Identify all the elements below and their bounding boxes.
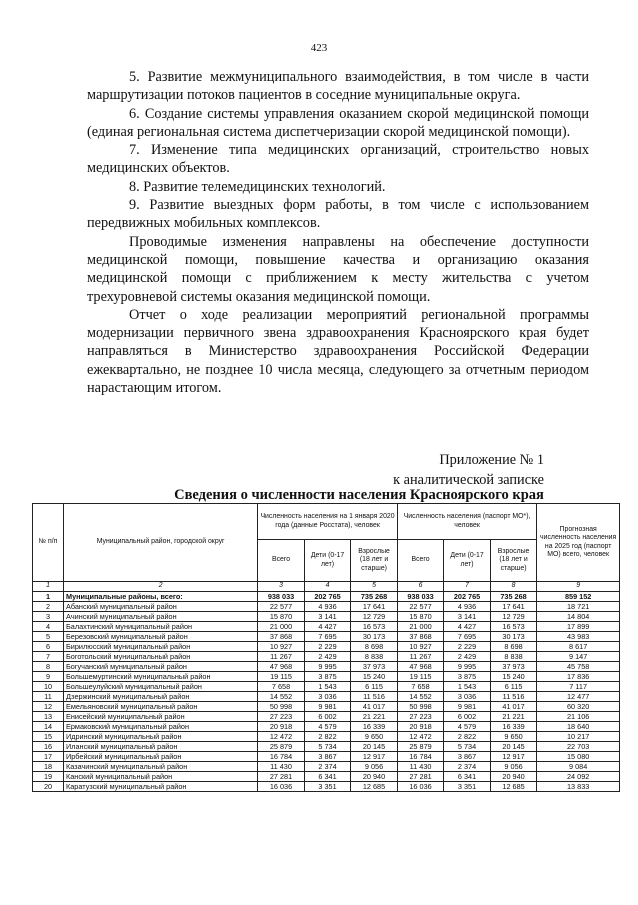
row-number-cell: 14	[33, 722, 64, 732]
district-name-cell: Ирбейский муниципальный район	[64, 752, 258, 762]
rosstat-children-cell: 3 141	[304, 612, 351, 622]
forecast-2025-cell: 45 758	[537, 662, 620, 672]
district-name-cell: Абанский муниципальный район	[64, 602, 258, 612]
passport-children-cell: 2 374	[444, 762, 491, 772]
column-index: 4	[304, 582, 351, 592]
passport-children-cell: 6 341	[444, 772, 491, 782]
paragraph-item-8: 8. Развитие телемедицинских технологий.	[129, 178, 386, 195]
passport-children-cell: 4 427	[444, 622, 491, 632]
rosstat-total-cell: 11 430	[258, 762, 305, 772]
rosstat-total-cell: 50 998	[258, 702, 305, 712]
table-row	[33, 762, 620, 772]
rosstat-adults-cell: 735 268	[351, 592, 398, 602]
table-row	[33, 612, 620, 622]
passport-adults-cell: 735 268	[490, 592, 537, 602]
table-row	[33, 732, 620, 742]
passport-adults-cell: 41 017	[490, 702, 537, 712]
rosstat-children-cell: 3 036	[304, 692, 351, 702]
table-row	[33, 702, 620, 712]
rosstat-adults-cell: 16 573	[351, 622, 398, 632]
row-number-cell: 13	[33, 712, 64, 722]
row-number-cell: 11	[33, 692, 64, 702]
passport-adults-cell: 20 940	[490, 772, 537, 782]
passport-children-cell: 3 875	[444, 672, 491, 682]
rosstat-total-cell: 11 267	[258, 652, 305, 662]
rosstat-adults-cell: 6 115	[351, 682, 398, 692]
district-name-cell: Боготольский муниципальный район	[64, 652, 258, 662]
rosstat-adults-cell: 17 641	[351, 602, 398, 612]
passport-adults-cell: 6 115	[490, 682, 537, 692]
passport-adults-cell: 8 698	[490, 642, 537, 652]
passport-children-cell: 5 734	[444, 742, 491, 752]
row-number-cell: 7	[33, 652, 64, 662]
header-passport-total: Всего	[397, 540, 444, 582]
rosstat-children-cell: 6 002	[304, 712, 351, 722]
passport-adults-cell: 16 339	[490, 722, 537, 732]
row-number-cell: 6	[33, 642, 64, 652]
passport-total-cell: 25 879	[397, 742, 444, 752]
header-rosstat-children: Дети (0-17 лет)	[304, 540, 351, 582]
passport-total-cell: 47 968	[397, 662, 444, 672]
table-row	[33, 682, 620, 692]
rosstat-adults-cell: 11 516	[351, 692, 398, 702]
rosstat-adults-cell: 16 339	[351, 722, 398, 732]
passport-adults-cell: 30 173	[490, 632, 537, 642]
passport-adults-cell: 12 917	[490, 752, 537, 762]
row-number-cell: 16	[33, 742, 64, 752]
table-row	[33, 622, 620, 632]
header-num: № п/п	[33, 504, 64, 582]
rosstat-total-cell: 27 281	[258, 772, 305, 782]
row-number-cell: 1	[33, 592, 64, 602]
rosstat-adults-cell: 8 698	[351, 642, 398, 652]
table-row	[33, 772, 620, 782]
forecast-2025-cell: 18 640	[537, 722, 620, 732]
passport-total-cell: 20 918	[397, 722, 444, 732]
rosstat-children-cell: 2 429	[304, 652, 351, 662]
row-number-cell: 12	[33, 702, 64, 712]
district-name-cell: Березовский муниципальный район	[64, 632, 258, 642]
passport-total-cell: 50 998	[397, 702, 444, 712]
rosstat-total-cell: 7 658	[258, 682, 305, 692]
paragraph-changes: Проводимые изменения направлены на обеспечение доступности медицинской помощи, повышение качества и организацию оказания медицинской помощи с приближением к месту жительства с учетом трехуровневой системы оказания медицинской помощи.	[87, 233, 589, 305]
passport-total-cell: 16 036	[397, 782, 444, 792]
rosstat-children-cell: 3 867	[304, 752, 351, 762]
column-index: 7	[444, 582, 491, 592]
passport-children-cell: 2 229	[444, 642, 491, 652]
passport-children-cell: 4 936	[444, 602, 491, 612]
passport-total-cell: 22 577	[397, 602, 444, 612]
table-row	[33, 602, 620, 612]
district-name-cell: Иланский муниципальный район	[64, 742, 258, 752]
rosstat-adults-cell: 9 650	[351, 732, 398, 742]
district-name-cell: Казачинский муниципальный район	[64, 762, 258, 772]
passport-adults-cell: 8 838	[490, 652, 537, 662]
passport-children-cell: 3 351	[444, 782, 491, 792]
rosstat-adults-cell: 37 973	[351, 662, 398, 672]
passport-total-cell: 16 784	[397, 752, 444, 762]
rosstat-adults-cell: 20 940	[351, 772, 398, 782]
rosstat-children-cell: 1 543	[304, 682, 351, 692]
forecast-2025-cell: 22 703	[537, 742, 620, 752]
rosstat-total-cell: 12 472	[258, 732, 305, 742]
district-name-cell: Емельяновский муниципальный район	[64, 702, 258, 712]
district-name-cell: Енисейский муниципальный район	[64, 712, 258, 722]
rosstat-total-cell: 19 115	[258, 672, 305, 682]
table-row	[33, 672, 620, 682]
column-index: 3	[258, 582, 305, 592]
rosstat-adults-cell: 12 685	[351, 782, 398, 792]
passport-total-cell: 7 658	[397, 682, 444, 692]
page-number: 423	[310, 42, 328, 54]
passport-children-cell: 9 981	[444, 702, 491, 712]
passport-adults-cell: 16 573	[490, 622, 537, 632]
rosstat-children-cell: 9 981	[304, 702, 351, 712]
district-name-cell: Балахтинский муниципальный район	[64, 622, 258, 632]
passport-children-cell: 2 429	[444, 652, 491, 662]
rosstat-total-cell: 25 879	[258, 742, 305, 752]
passport-adults-cell: 20 145	[490, 742, 537, 752]
rosstat-total-cell: 14 552	[258, 692, 305, 702]
rosstat-children-cell: 4 936	[304, 602, 351, 612]
passport-total-cell: 12 472	[397, 732, 444, 742]
forecast-2025-cell: 13 833	[537, 782, 620, 792]
passport-total-cell: 15 870	[397, 612, 444, 622]
passport-adults-cell: 9 650	[490, 732, 537, 742]
passport-total-cell: 27 223	[397, 712, 444, 722]
rosstat-children-cell: 3 351	[304, 782, 351, 792]
paragraph-item-9: 9. Развитие выездных форм работы, в том числе с использованием передвижных мобильных комплексов.	[87, 197, 589, 232]
header-passport-group: Численность населения (паспорт МО*), человек	[397, 504, 537, 540]
paragraph-item-5: 5. Развитие межмуниципального взаимодействия, в том числе в части маршрутизации потоков пациентов в соседние муниципальные округа.	[87, 69, 589, 104]
forecast-2025-cell: 21 106	[537, 712, 620, 722]
rosstat-children-cell: 5 734	[304, 742, 351, 752]
passport-adults-cell: 11 516	[490, 692, 537, 702]
forecast-2025-cell: 10 217	[537, 732, 620, 742]
forecast-2025-cell: 18 721	[537, 602, 620, 612]
passport-adults-cell: 37 973	[490, 662, 537, 672]
rosstat-total-cell: 22 577	[258, 602, 305, 612]
passport-total-cell: 27 281	[397, 772, 444, 782]
passport-total-cell: 14 552	[397, 692, 444, 702]
rosstat-children-cell: 3 875	[304, 672, 351, 682]
rosstat-children-cell: 202 765	[304, 592, 351, 602]
table-row	[33, 722, 620, 732]
forecast-2025-cell: 24 092	[537, 772, 620, 782]
rosstat-total-cell: 938 033	[258, 592, 305, 602]
column-index: 6	[397, 582, 444, 592]
district-name-cell: Бирилюсский муниципальный район	[64, 642, 258, 652]
table-row	[33, 592, 620, 602]
table-row	[33, 752, 620, 762]
table-row	[33, 642, 620, 652]
rosstat-total-cell: 37 868	[258, 632, 305, 642]
rosstat-adults-cell: 9 056	[351, 762, 398, 772]
row-number-cell: 17	[33, 752, 64, 762]
rosstat-children-cell: 7 695	[304, 632, 351, 642]
header-rosstat-group: Численность населения на 1 января 2020 года (данные Росстата), человек	[258, 504, 398, 540]
passport-adults-cell: 15 240	[490, 672, 537, 682]
column-index: 8	[490, 582, 537, 592]
district-name-cell: Канский муниципальный район	[64, 772, 258, 782]
table-row	[33, 742, 620, 752]
rosstat-adults-cell: 21 221	[351, 712, 398, 722]
passport-total-cell: 21 000	[397, 622, 444, 632]
table-row	[33, 712, 620, 722]
passport-adults-cell: 17 641	[490, 602, 537, 612]
forecast-2025-cell: 15 080	[537, 752, 620, 762]
passport-children-cell: 3 867	[444, 752, 491, 762]
district-name-cell: Ачинский муниципальный район	[64, 612, 258, 622]
district-name-cell: Каратузский муниципальный район	[64, 782, 258, 792]
appendix-title: Приложение № 1	[439, 452, 544, 468]
population-table	[32, 503, 620, 792]
row-number-cell: 8	[33, 662, 64, 672]
header-rosstat-adults: Взрослые (18 лет и старше)	[351, 540, 398, 582]
rosstat-children-cell: 6 341	[304, 772, 351, 782]
rosstat-total-cell: 10 927	[258, 642, 305, 652]
forecast-2025-cell: 14 804	[537, 612, 620, 622]
table-row	[33, 652, 620, 662]
appendix-subtitle: к аналитической записке	[393, 472, 544, 488]
passport-children-cell: 7 695	[444, 632, 491, 642]
passport-total-cell: 11 430	[397, 762, 444, 772]
table-row	[33, 662, 620, 672]
header-rosstat-total: Всего	[258, 540, 305, 582]
table-row	[33, 782, 620, 792]
passport-total-cell: 37 868	[397, 632, 444, 642]
row-number-cell: 2	[33, 602, 64, 612]
rosstat-total-cell: 15 870	[258, 612, 305, 622]
district-name-cell: Большеулуйский муниципальный район	[64, 682, 258, 692]
passport-adults-cell: 12 685	[490, 782, 537, 792]
passport-children-cell: 1 543	[444, 682, 491, 692]
column-index-row	[33, 582, 620, 592]
district-name-cell: Богучанский муниципальный район	[64, 662, 258, 672]
paragraph-report: Отчет о ходе реализации мероприятий региональной программы модернизации первичного звена здравоохранения Красноярского края будет направляться в Министерство здравоохранения Российской Федерации ежеквартально, не позднее 10 числа месяца, следующего за отчетным периодом нарастающим итогом.	[87, 306, 589, 397]
forecast-2025-cell: 7 117	[537, 682, 620, 692]
column-index: 1	[33, 582, 64, 592]
passport-children-cell: 4 579	[444, 722, 491, 732]
forecast-2025-cell: 9 147	[537, 652, 620, 662]
rosstat-children-cell: 9 995	[304, 662, 351, 672]
rosstat-total-cell: 27 223	[258, 712, 305, 722]
district-name-cell: Идринский муниципальный район	[64, 732, 258, 742]
table-row	[33, 632, 620, 642]
forecast-2025-cell: 17 899	[537, 622, 620, 632]
header-passport-children: Дети (0-17 лет)	[444, 540, 491, 582]
rosstat-total-cell: 16 784	[258, 752, 305, 762]
paragraph-item-7: 7. Изменение типа медицинских организаций, строительство новых медицинских объектов.	[87, 142, 589, 177]
passport-children-cell: 9 995	[444, 662, 491, 672]
passport-adults-cell: 12 729	[490, 612, 537, 622]
district-name-cell: Муниципальные районы, всего:	[64, 592, 258, 602]
table-body	[33, 592, 620, 792]
rosstat-adults-cell: 12 917	[351, 752, 398, 762]
forecast-2025-cell: 43 983	[537, 632, 620, 642]
column-index: 2	[64, 582, 258, 592]
table-row	[33, 692, 620, 702]
header-forecast: Прогнозная численность населения на 2025 год (паспорт МО) всего, человек	[537, 504, 620, 582]
rosstat-children-cell: 2 822	[304, 732, 351, 742]
header-passport-adults: Взрослые (18 лет и старше)	[490, 540, 537, 582]
paragraph-item-6: 6. Создание системы управления оказанием скорой медицинской помощи (единая региональная система диспетчеризации скорой медицинской помощи).	[87, 105, 589, 140]
row-number-cell: 19	[33, 772, 64, 782]
rosstat-children-cell: 4 427	[304, 622, 351, 632]
column-index: 9	[537, 582, 620, 592]
rosstat-adults-cell: 30 173	[351, 632, 398, 642]
column-index: 5	[351, 582, 398, 592]
rosstat-children-cell: 2 229	[304, 642, 351, 652]
forecast-2025-cell: 12 477	[537, 692, 620, 702]
passport-children-cell: 3 036	[444, 692, 491, 702]
forecast-2025-cell: 17 836	[537, 672, 620, 682]
rosstat-children-cell: 4 579	[304, 722, 351, 732]
row-number-cell: 18	[33, 762, 64, 772]
rosstat-adults-cell: 15 240	[351, 672, 398, 682]
forecast-2025-cell: 9 084	[537, 762, 620, 772]
body-text	[87, 68, 589, 397]
passport-children-cell: 6 002	[444, 712, 491, 722]
row-number-cell: 20	[33, 782, 64, 792]
passport-children-cell: 2 822	[444, 732, 491, 742]
rosstat-children-cell: 2 374	[304, 762, 351, 772]
passport-total-cell: 938 033	[397, 592, 444, 602]
rosstat-adults-cell: 12 729	[351, 612, 398, 622]
row-number-cell: 10	[33, 682, 64, 692]
rosstat-total-cell: 20 918	[258, 722, 305, 732]
rosstat-total-cell: 47 968	[258, 662, 305, 672]
district-name-cell: Ермаковский муниципальный район	[64, 722, 258, 732]
rosstat-adults-cell: 8 838	[351, 652, 398, 662]
passport-total-cell: 11 267	[397, 652, 444, 662]
rosstat-total-cell: 16 036	[258, 782, 305, 792]
forecast-2025-cell: 8 617	[537, 642, 620, 652]
rosstat-adults-cell: 41 017	[351, 702, 398, 712]
passport-adults-cell: 9 056	[490, 762, 537, 772]
district-name-cell: Дзержинский муниципальный район	[64, 692, 258, 702]
row-number-cell: 15	[33, 732, 64, 742]
district-name-cell: Большемуртинский муниципальный район	[64, 672, 258, 682]
passport-children-cell: 3 141	[444, 612, 491, 622]
passport-children-cell: 202 765	[444, 592, 491, 602]
passport-total-cell: 19 115	[397, 672, 444, 682]
passport-adults-cell: 21 221	[490, 712, 537, 722]
passport-total-cell: 10 927	[397, 642, 444, 652]
header-district: Муниципальный район, городской округ	[64, 504, 258, 582]
row-number-cell: 9	[33, 672, 64, 682]
forecast-2025-cell: 859 152	[537, 592, 620, 602]
table-title: Сведения о численности населения Красноярского края	[174, 487, 544, 503]
row-number-cell: 5	[33, 632, 64, 642]
rosstat-adults-cell: 20 145	[351, 742, 398, 752]
rosstat-total-cell: 21 000	[258, 622, 305, 632]
forecast-2025-cell: 60 320	[537, 702, 620, 712]
row-number-cell: 3	[33, 612, 64, 622]
row-number-cell: 4	[33, 622, 64, 632]
